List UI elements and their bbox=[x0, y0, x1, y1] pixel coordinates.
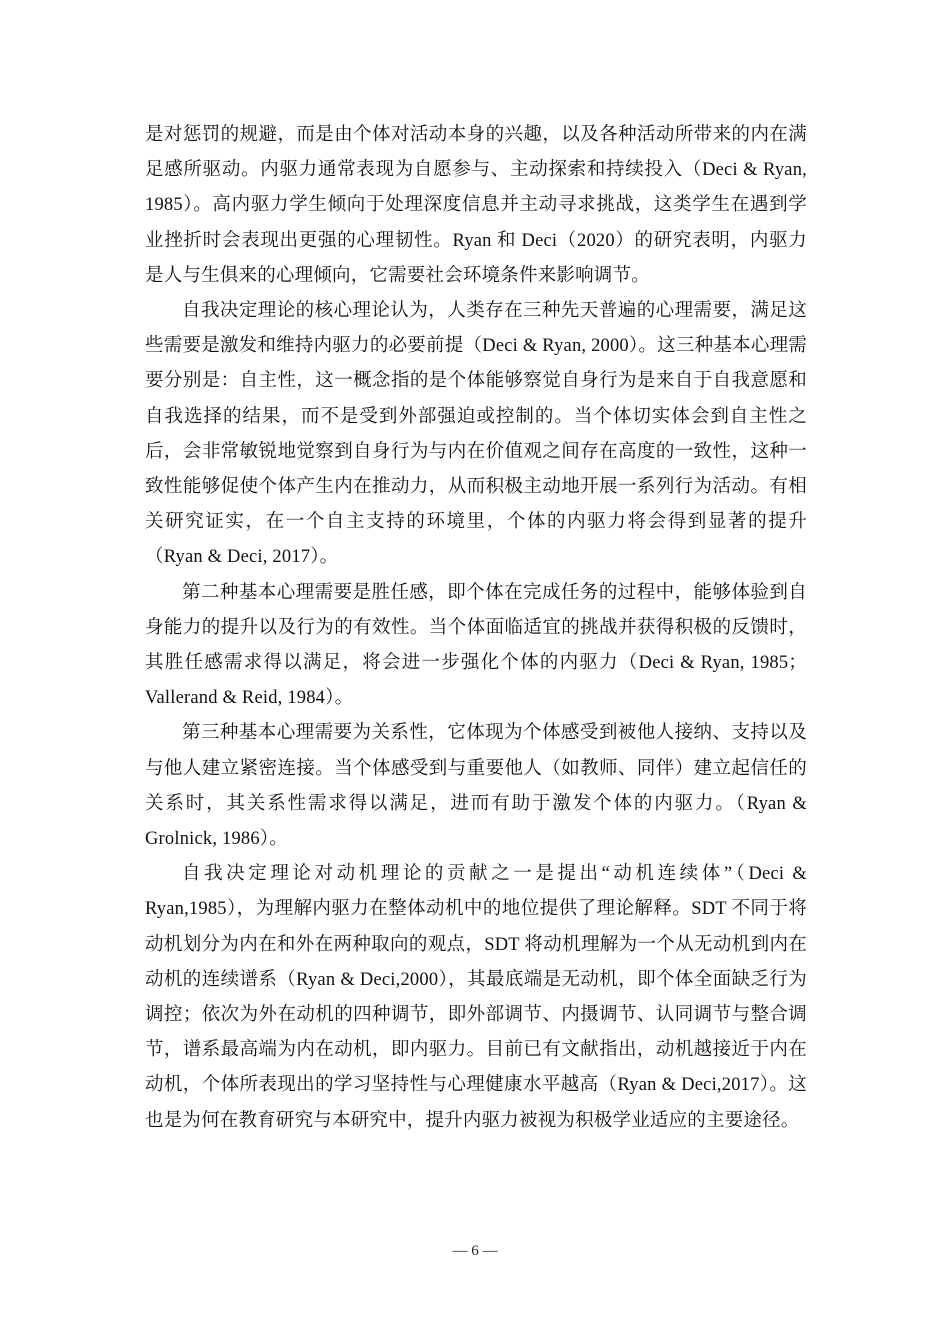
body-text bbox=[145, 118, 807, 1139]
paragraph-4: 第三种基本心理需要为关系性，它体现为个体感受到被他人接纳、支持以及与他人建立紧密连接。当个体感受到与重要他人（如教师、同伴）建立起信任的关系时，其关系性需求得以满足，进而有助于激发个体的内驱力。（Ryan & Grolnick, 1986）。 bbox=[145, 723, 807, 850]
paragraph-2: 自我决定理论的核心理论认为，人类存在三种先天普遍的心理需要，满足这些需要是激发和维持内驱力的必要前提（Deci & Ryan, 2000）。这三种基本心理需要分别是：自主性，这一概念指的是个体能够察觉自身行为是来自于自我意愿和自我选择的结果，而不是受到外部强迫或控制的。当个体切实体会到自主性之后，会非常敏锐地觉察到自身行为与内在价值观之间存在高度的一致性，这种一致性能够促使个体产生内在推动力，从而积极主动地开展一系列行为活动。有相关研究证实，在一个自主支持的环境里，个体的内驱力将会得到显著的提升（Ryan & Deci, 2017）。 bbox=[145, 301, 807, 568]
paragraph-3: 第二种基本心理需要是胜任感，即个体在完成任务的过程中，能够体验到自身能力的提升以及行为的有效性。当个体面临适宜的挑战并获得积极的反馈时，其胜任感需求得以满足，将会进一步强化个体的内驱力（Deci & Ryan, 1985；Vallerand & Reid, 1984）。 bbox=[145, 582, 807, 709]
paragraph-5: 自我决定理论对动机理论的贡献之一是提出“动机连续体”（Deci & Ryan,1985），为理解内驱力在整体动机中的地位提供了理论解释。SDT 不同于将动机划分为内在和外在两种取向的观点，SDT 将动机理解为一个从无动机到内在动机的连续谱系（Ryan & Deci,2000），其最底端是无动机，即个体全面缺乏行为调控；依次为外在动机的四种调节，即外部调节、内摄调节、认同调节与整合调节，谱系最高端为内在动机，即内驱力。目前已有文献指出，动机越接近于内在动机，个体所表现出的学习坚持性与心理健康水平越高（Ryan & Deci,2017）。这也是为何在教育研究与本研究中，提升内驱力被视为积极学业适应的主要途径。 bbox=[145, 864, 807, 1131]
paragraph-1: 是对惩罚的规避，而是由个体对活动本身的兴趣，以及各种活动所带来的内在满足感所驱动。内驱力通常表现为自愿参与、主动探索和持续投入（Deci & Ryan, 1985）。高内驱力学生倾向于处理深度信息并主动寻求挑战，这类学生在遇到学业挫折时会表现出更强的心理韧性。Ryan 和 Deci（2020）的研究表明，内驱力是人与生俱来的心理倾向，它需要社会环境条件来影响调节。 bbox=[145, 125, 807, 286]
page-number: — 6 — bbox=[452, 1243, 498, 1259]
